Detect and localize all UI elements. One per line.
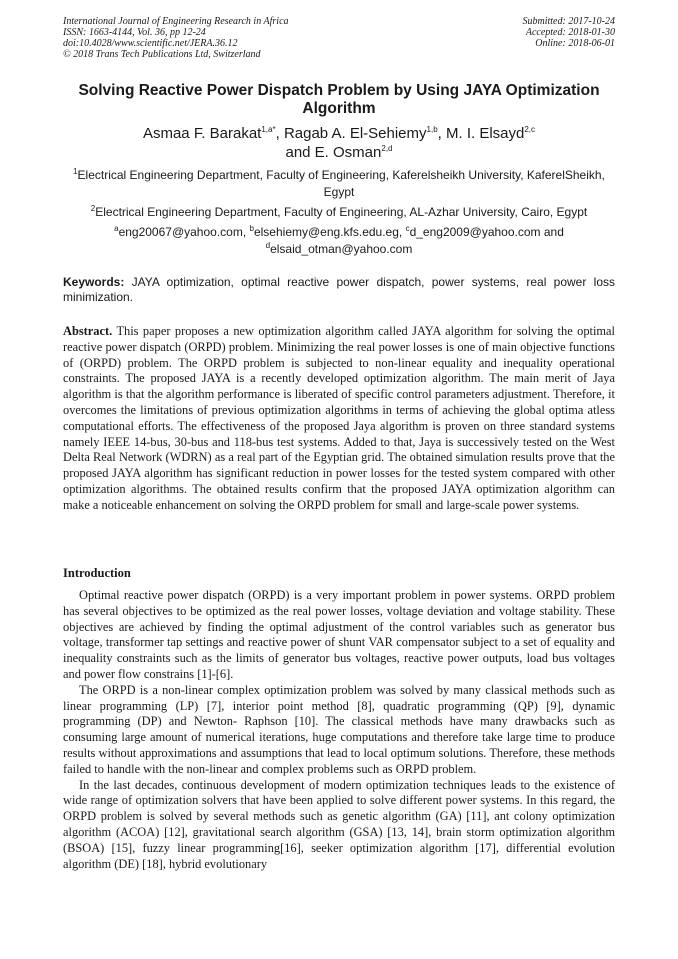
email-link[interactable]: eng20067@yahoo.com, (118, 225, 250, 239)
affiliation-sup: 1 (73, 167, 78, 176)
email-sup: b (249, 224, 254, 233)
affiliation-2 (63, 204, 615, 221)
paper-title: Solving Reactive Power Dispatch Problem by Using JAYA Optimization Algorithm (78, 82, 600, 117)
abstract-label: Abstract. (63, 324, 113, 338)
email-sup: d (265, 241, 271, 250)
author-name: Ragab A. El-Sehiemy (283, 125, 427, 142)
author-sup: 1,a* (261, 125, 276, 134)
section-heading-introduction: Introduction (63, 566, 131, 580)
keywords-label: Keywords: (63, 275, 125, 289)
author-sup: 1,b (426, 125, 438, 134)
journal-name: International Journal of Engineering Research in Africa (63, 16, 289, 27)
author-sup: 2,c (524, 125, 536, 134)
journal-header-right (523, 16, 616, 49)
keywords-block (63, 275, 615, 305)
affiliation-text: Electrical Engineering Department, Faculty of Engineering, Kaferelsheikh University, KaferelSheikh, Egypt (77, 168, 605, 199)
abstract-block (63, 324, 615, 514)
journal-header-left (63, 16, 289, 60)
affiliation-sup: 2 (90, 204, 96, 213)
author-list: Asmaa F. Barakat$^{1,a*}$, Ragab A. El-Sehiemy$^{1,b}$, M. I. Elsayd$^{2,c}$ and E. Osman$^{2,d}$ (142, 125, 536, 161)
affiliation-1 (63, 167, 615, 201)
accepted-date: Accepted: 2018-01-30 (525, 27, 615, 38)
keywords-text: JAYA optimization, optimal reactive power dispatch, power systems, real power loss minimization. (63, 275, 615, 304)
copyright-line: © 2018 Trans Tech Publications Ltd, Switzerland (63, 49, 261, 60)
doi-line: doi:10.4028/www.scientific.net/JERA.36.12 (63, 38, 238, 49)
author-name: Asmaa F. Barakat (142, 125, 262, 142)
email-link[interactable]: elsehiemy@eng.kfs.edu.eg, (253, 225, 406, 239)
author-name: and E. Osman (285, 144, 382, 161)
affiliation-text: Electrical Engineering Department, Faculty of Engineering, AL-Azhar University, Cairo, Egypt (95, 205, 588, 219)
author-sup: 2,d (381, 144, 393, 153)
email-list (63, 224, 615, 258)
paragraph: Optimal reactive power dispatch (ORPD) is a very important problem in power systems. ORPD problem has several objectives to be optimized as the real power losses, voltage deviation and voltage stability. These objectives are achieved by finding the optimal adjustment of the control variables such as generator bus voltage, transformer tap settings and reactive power of shunt VAR compensator subject to a set of equality and inequality constraints such as the limits of generator bus voltages, reactive power outputs, load bus voltages and power flow constrains [1]-[6]. (63, 588, 615, 681)
email-link[interactable]: d_eng2009@yahoo.com and (409, 225, 564, 239)
online-date: Online: 2018-06-01 (535, 38, 615, 49)
submitted-date: Submitted: 2017-10-24 (522, 16, 615, 27)
email-link[interactable]: elsaid_otman@yahoo.com (270, 242, 413, 256)
email-sup: c (405, 224, 410, 233)
paragraph: The ORPD is a non-linear complex optimization problem was solved by many classical methods such as linear programming (LP) [7], interior point method [8], quadratic programming (QP) [9], dynamic programming (DP) and Newton- Raphson [10]. The classical methods have many drawbacks such as consuming large amount of numerical iterations, huge computations and therefore take large time to produce results without approximations and assumptions that lead to local optimum solutions. Therefore, these methods failed to handle with the non-linear and complex problems such as ORPD problem. (63, 682, 615, 776)
paragraph: In the last decades, continuous development of modern optimization techniques leads to the existence of wide range of optimization solvers that have been applied to solve different power systems. In this regard, the ORPD problem is solved by several methods such as genetic algorithm (GA) [11], ant colony optimization algorithm (ACOA) [12], gravitational search algorithm (GSA) [13, 14], brain storm optimization algorithm (BSOA) [15], fuzzy linear programming[16], seeker optimization algorithm [17], differential evolution algorithm (DE) [18], hybrid evolutionary (63, 777, 615, 871)
issn-line: ISSN: 1663-4144, Vol. 36, pp 12-24 (63, 27, 206, 38)
email-sup: a (114, 224, 119, 233)
author-name: M. I. Elsayd (445, 125, 525, 142)
introduction-body (63, 588, 615, 872)
abstract-text: This paper proposes a new optimization algorithm called JAYA algorithm for solving the optimal reactive power dispatch (ORPD) problem. Minimizing the real power losses is one of main objective functions of (ORPD) problem. The ORPD problem is subjected to non-linear equality and inequality operational constraints. The proposed JAYA is a recently developed optimization algorithm. The main merit of Jaya algorithm is that the algorithm performance is liberated of specific control parameters adjustment. Therefore, it overcomes the limitations of previous optimization algorithms in terms of achieving the global optima atless computational efforts. The effectiveness of the proposed Jaya algorithm is proven on three standard systems namely IEEE 14-bus, 30-bus and 118-bus test systems. Added to that, Jaya is successively tested on the West Delta Real Network (WDRN) as a real part of the Egyptian grid. The obtained simulation results prove that the proposed JAYA algorithm has significant reduction in power losses for the tested system compared with other optimization algorithms. The obtained results confirm that the proposed JAYA optimization algorithm can make a noticeable enhancement on solving the ORPD problem for small and large-scale power systems. (63, 324, 615, 512)
